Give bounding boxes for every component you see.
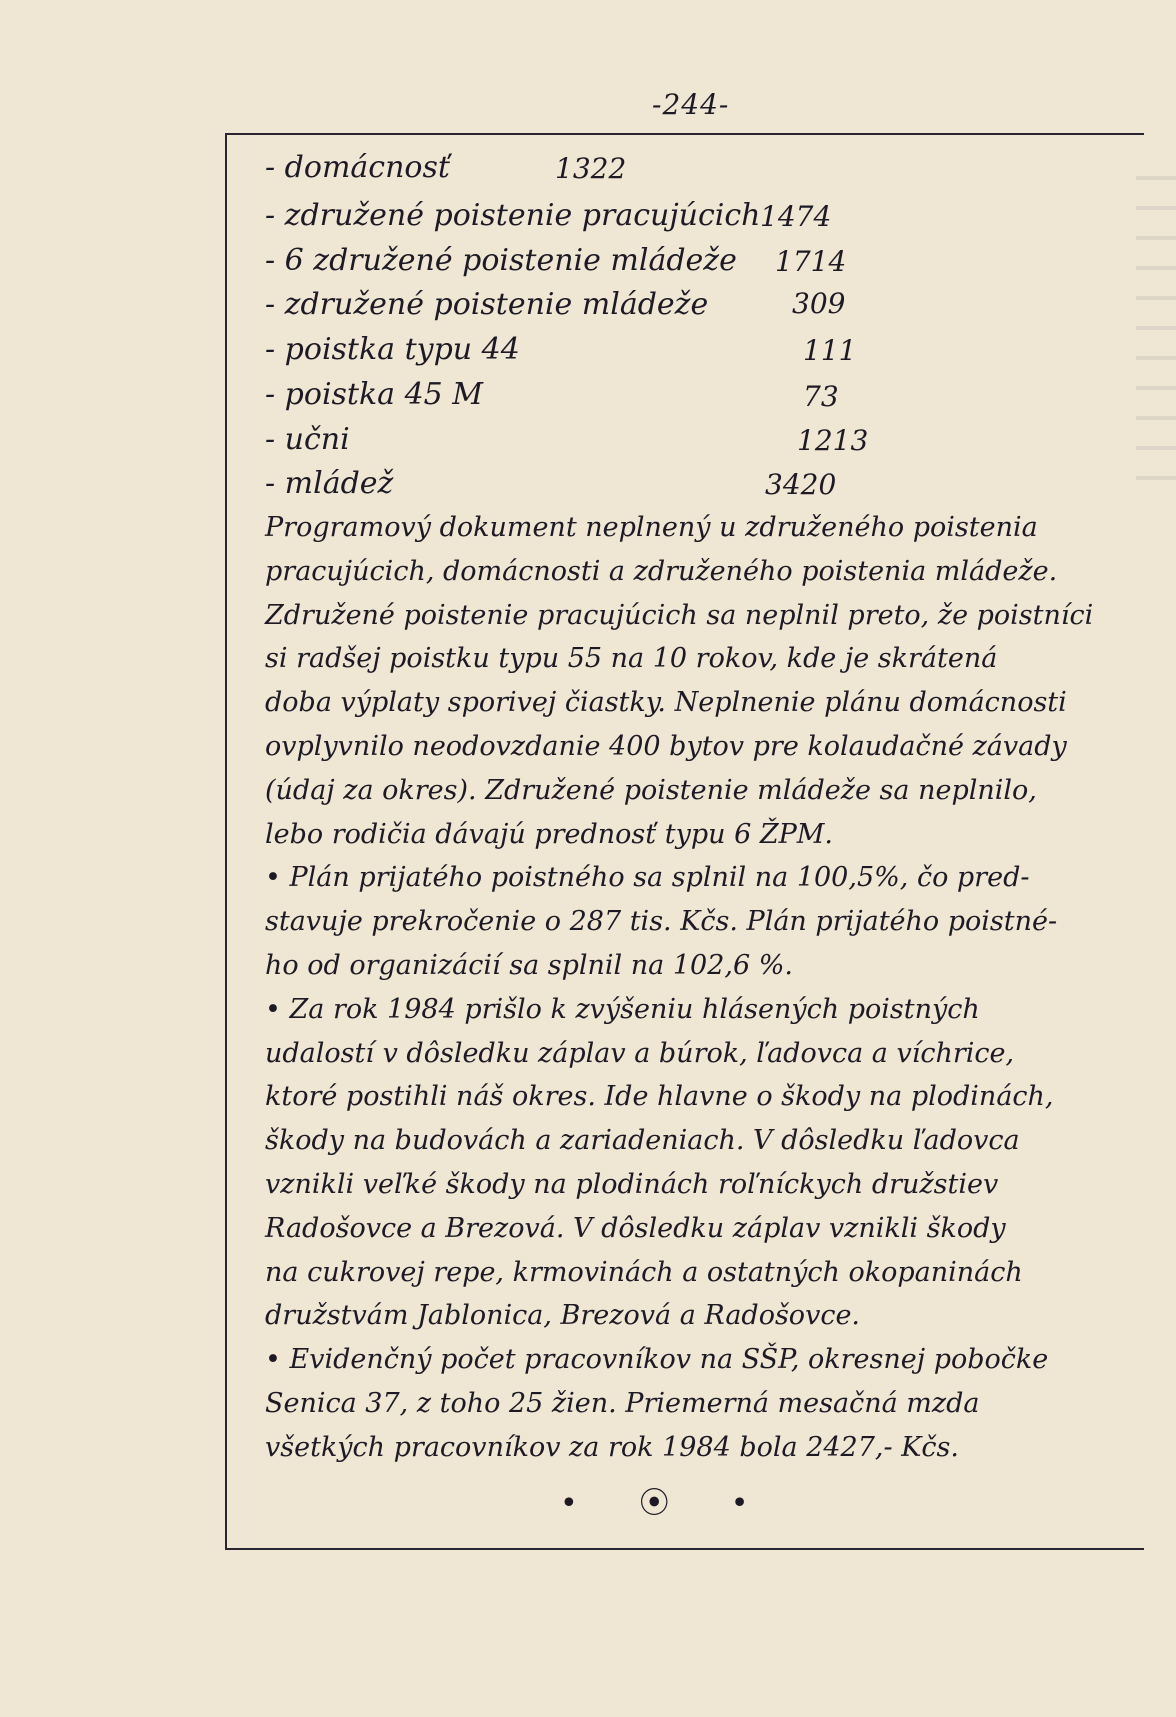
text-line: družstvám Jablonica, Brezová a Radošovce. [265,1300,861,1332]
text-line: doba výplaty sporivej čiastky. Neplnenie plánu domácnosti [265,687,1067,719]
report-text [265,506,1135,1470]
list-item-label: - učni [265,422,350,457]
list-item-value: 73 [803,380,839,413]
list-item-value: 3420 [765,468,837,501]
list-item-label: - domácnosť [265,150,450,185]
text-line: ovplyvnilo neodovzdanie 400 bytov pre kolaudačné závady [265,730,1067,762]
list-item-label: - mládež [265,466,394,501]
text-line: udalostí v dôsledku záplav a búrok, ľadovca a víchrice, [265,1037,1015,1069]
text-line: • Evidenčný počet pracovníkov na SŠP, okresnej pobočke [265,1344,1049,1376]
text-line: škody na budovách a zariadeniach. V dôsledku ľadovca [265,1125,1020,1157]
text-line: • Za rok 1984 prišlo k zvýšeniu hlásených poistných [265,993,980,1025]
text-line: Radošovce a Brezová. V dôsledku záplav vznikli škody [265,1212,1006,1244]
text-line: pracujúcich, domácnosti a združeného poistenia mládeže. [265,555,1058,587]
text-line: • Plán prijatého poistného sa splnil na 100,5%, čo pred- [265,862,1030,894]
text-line: Združené poistenie pracujúcich sa neplnil preto, že poistníci [265,599,1094,631]
text-line: (údaj za okres). Združené poistenie mládeže sa neplnilo, [265,774,1037,806]
list-item-value: 1322 [555,152,627,185]
text-line: na cukrovej repe, krmovinách a ostatných okopaninách [265,1256,1023,1288]
page-number: -244- [652,88,730,121]
text-line: Programový dokument neplnený u združeného poistenia [265,512,1038,543]
text-line: si radšej poistku typu 55 na 10 rokov, kde je skrátená [265,643,998,675]
list-item-value: 1714 [775,245,847,278]
list-item-label: - združené poistenie pracujúcich [265,198,761,233]
list-item-label: - poistka typu 44 [265,332,520,367]
list-item-label: - 6 združené poistenie mládeže [265,243,737,278]
list-item-value: 111 [803,334,857,367]
list-item-label: - poistka 45 M [265,377,484,412]
text-line: lebo rodičia dávajú prednosť typu 6 ŽPM. [265,818,833,850]
list-item-value: 1474 [760,200,832,233]
list-item-value: 309 [792,287,846,320]
list-item-label: - združené poistenie mládeže [265,287,709,322]
text-line: stavuje prekročenie o 287 tis. Kčs. Plán prijatého poistné- [265,906,1058,938]
end-ornament: • ⦿ • [560,1486,775,1521]
list-item-value: 1213 [797,424,869,457]
text-line: Senica 37, z toho 25 žien. Priemerná mesačná mzda [265,1387,980,1419]
text-line: vznikli veľké škody na plodinách roľníckych družstiev [265,1168,999,1200]
text-line: všetkých pracovníkov za rok 1984 bola 2427,- Kčs. [265,1431,959,1463]
text-line: ho od organizácií sa splnil na 102,6 %. [265,949,793,981]
text-line: ktoré postihli náš okres. Ide hlavne o škody na plodinách, [265,1081,1054,1113]
